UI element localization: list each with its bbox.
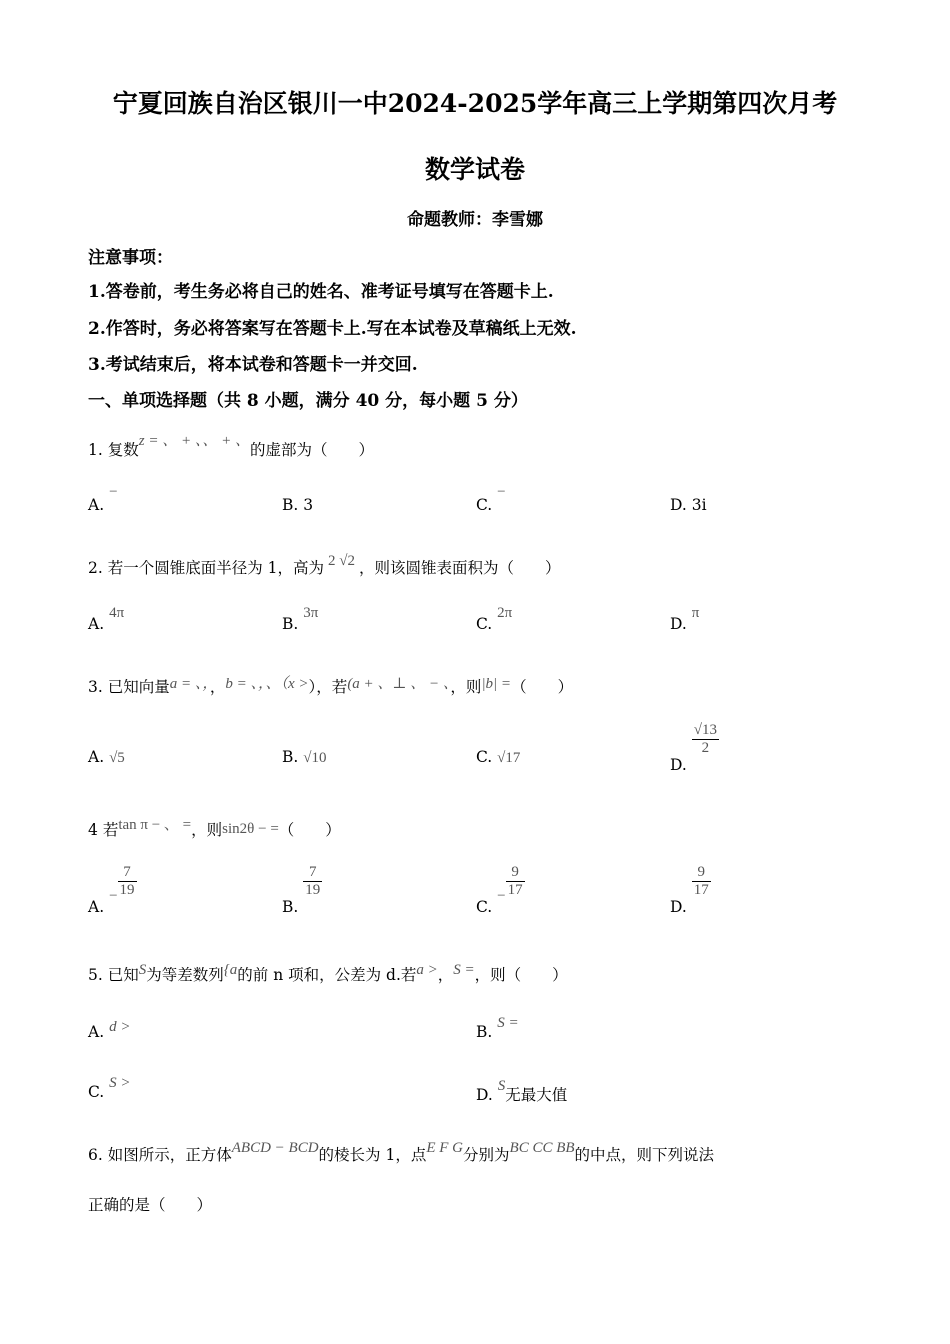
notes-heading: 注意事项： bbox=[88, 248, 173, 268]
q5-option-d: D. S无最大值 bbox=[476, 1078, 568, 1104]
note-item-2: 2.作答时，务必将答案写在答题卡上.写在本试卷及草稿纸上无效. bbox=[88, 319, 577, 339]
q1-option-a: A. − bbox=[88, 484, 118, 514]
formula: z = 、 + 、、 + 、 bbox=[138, 433, 250, 449]
q2-option-b: B. 3π bbox=[282, 605, 319, 633]
q1-option-b: B. 3 bbox=[282, 496, 314, 514]
formula: |b| = bbox=[481, 676, 512, 692]
exam-author: 命题教师：李雪娜 bbox=[407, 210, 543, 230]
q5-option-c: C. S > bbox=[88, 1075, 131, 1101]
q2-option-d: D. π bbox=[670, 605, 700, 633]
question-1: 1. 复数z = 、 + 、、 + 、的虚部为（ ） bbox=[88, 433, 374, 459]
note-item-3: 3.考试结束后，将本试卷和答题卡一并交回. bbox=[88, 355, 418, 375]
question-number: 2. bbox=[88, 559, 103, 577]
q1-option-c: C. − bbox=[476, 484, 506, 514]
q3-option-c: C. √17 bbox=[476, 748, 521, 766]
q3-option-d: D. $\frac{√13}{2}$ bbox=[670, 722, 717, 774]
q2-option-a: A. 4π bbox=[88, 605, 125, 633]
formula: 2 √2 bbox=[328, 553, 356, 569]
formula: {a bbox=[223, 962, 238, 978]
question-number: 4 bbox=[88, 821, 98, 839]
formula: S = bbox=[453, 962, 475, 978]
question-6-line-2: 正确的是（ ） bbox=[88, 1196, 213, 1214]
exam-subject: 数学试卷 bbox=[424, 155, 525, 184]
question-5: 5. 已知S为等差数列{a的前 n 项和，公差为 d.若a >，S =，则（ ） bbox=[88, 962, 568, 984]
q5-option-a: A. d > bbox=[88, 1019, 131, 1041]
question-4: 4 若tan π − 、 =，则sin2θ − =（ ） bbox=[88, 817, 341, 839]
q4-option-b: B. $\frac{7}{19}$ bbox=[282, 864, 321, 916]
formula: a = 、， bbox=[169, 676, 210, 692]
formula: ABCD − BCD bbox=[231, 1140, 319, 1156]
question-number: 3. bbox=[88, 678, 103, 696]
q4-option-a: A. − $\frac{7}{19}$ bbox=[88, 864, 135, 916]
q5-option-b: B. S = bbox=[476, 1015, 519, 1041]
q4-option-c: C. − $\frac{9}{17}$ bbox=[476, 864, 523, 916]
formula: (a + 、⊥ 、 − 、 bbox=[347, 676, 451, 692]
formula: a > bbox=[416, 962, 438, 978]
formula: E F G bbox=[426, 1140, 464, 1156]
q3-option-a: A. √5 bbox=[88, 748, 125, 766]
q2-option-c: C. 2π bbox=[476, 605, 513, 633]
formula: BC CC BB bbox=[509, 1140, 575, 1156]
formula: tan π − 、 = bbox=[118, 817, 192, 833]
formula: b = 、，、（x > bbox=[225, 676, 309, 692]
q1-option-d: D. 3i bbox=[670, 496, 707, 514]
question-number: 5. bbox=[88, 966, 103, 984]
formula: sin2θ − = bbox=[222, 821, 279, 837]
section-1-heading: 一、单项选择题（共 8 小题，满分 40 分，每小题 5 分） bbox=[88, 391, 528, 411]
formula: S bbox=[138, 962, 147, 978]
question-6: 6. 如图所示，正方体ABCD − BCD的棱长为 1，点E F G分别为BC CC BB的中点，则下列说法 bbox=[88, 1140, 715, 1164]
q4-option-d: D. $\frac{9}{17}$ bbox=[670, 864, 709, 916]
q3-option-b: B. √10 bbox=[282, 748, 327, 766]
exam-title: 宁夏回族自治区银川一中2024-2025学年高三上学期第四次月考 bbox=[112, 89, 838, 118]
question-number: 6. bbox=[88, 1146, 103, 1164]
question-number: 1. bbox=[88, 441, 103, 459]
note-item-1: 1.答卷前，考生务必将自己的姓名、准考证号填写在答题卡上. bbox=[88, 282, 554, 302]
question-3: 3. 已知向量a = 、，，b = 、，、（x >），若(a + 、⊥ 、 − 、，则|b| =（ ） bbox=[88, 676, 574, 696]
question-2: 2. 若一个圆锥底面半径为 1，高为 2 √2 ，则该圆锥表面积为（ ） bbox=[88, 553, 561, 577]
